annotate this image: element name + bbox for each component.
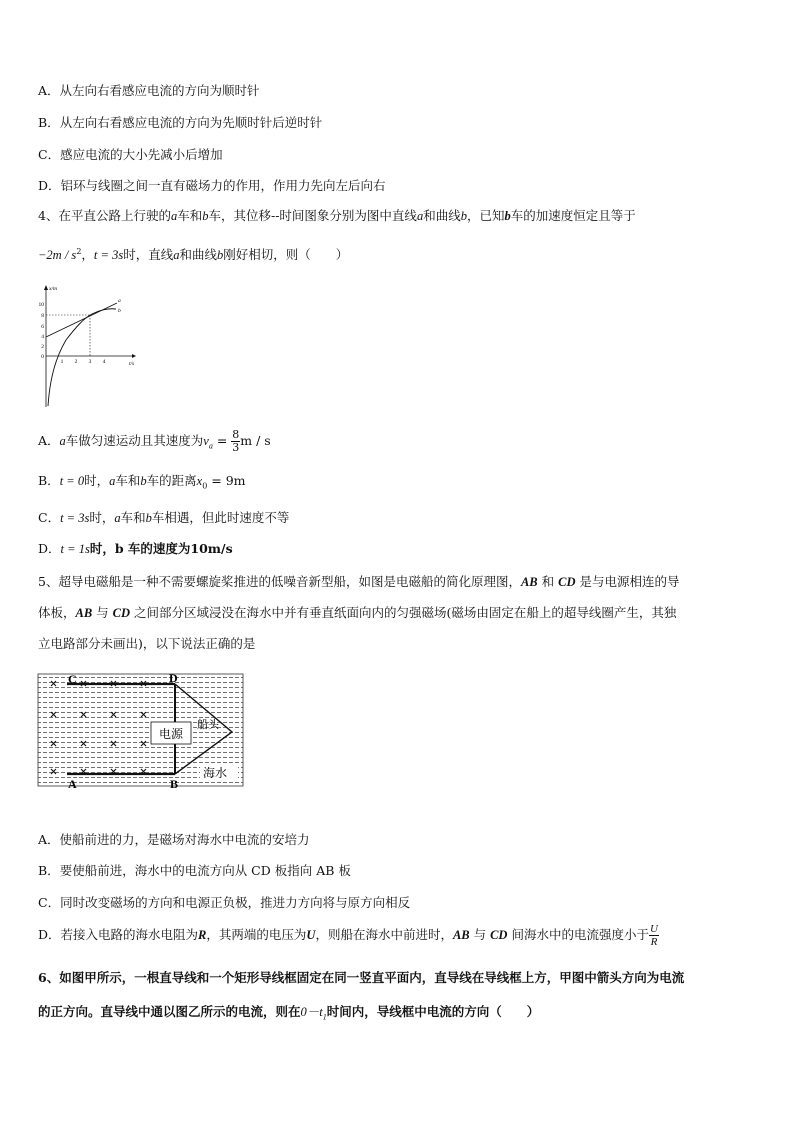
graph-y-tick: 6 [41, 324, 44, 330]
q5-stem-line2: 体板，AB 与 CD 之间部分区域浸没在海水中并有垂直纸面向内的匀强磁场(磁场由固定在船上的超导线圈产生，其独 [38, 605, 677, 620]
q6-stem-line1: 6、如图甲所示，一根直导线和一个矩形导线框固定在同一竖直平面内，直导线在导线框上方，甲图中箭头方向为电流 [38, 970, 685, 985]
q4-option-c: C．t = 3s时，a车和b车相遇，但此时速度不等 [38, 510, 290, 525]
graph-label-b: b [118, 308, 121, 314]
q3-option-b: B．从左向右看感应电流的方向为先顺时针后逆时针 [38, 115, 323, 130]
q4-stem-line2: $-2m / s^2$，t = 3s时，直线a和曲线b刚好相切，则（ ） [38, 247, 349, 263]
q5-stem-line3: 立电路部分未画出)，以下说法正确的是 [38, 636, 256, 651]
graph-label-a: a [118, 298, 121, 304]
q5-option-d: D．若接入电路的海水电阻为R，其两端的电压为U，则船在海水中前进时，AB 与 CD 间海水中的电流强度小于 $\frac{U}{R}$ [38, 923, 658, 948]
q3-option-d: D．铝环与线圈之间一直有磁场力的作用，作用力先向左后向右 [38, 178, 386, 193]
q6-stem-line2: 的正方向。直导线中通以图乙所示的电流，则在$0-t_1$时间内，导线框中电流的方向（ ） [38, 1004, 540, 1022]
q4-xt-graph [32, 282, 142, 412]
graph-x-tick: 1 [60, 359, 64, 365]
graph-y-tick: 2 [41, 344, 44, 350]
q4-option-a: A．a车做匀速运动且其速度为$v_a$ = $\frac{8}{3}$ m / s [38, 428, 271, 454]
q3-option-a: A．从左向右看感应电流的方向为顺时针 [38, 83, 260, 98]
q5-option-b: B．要使船前进，海水中的电流方向从 CD 板指向 AB 板 [38, 863, 351, 878]
graph-y-tick: 10 [38, 302, 44, 308]
plate-label-a: A [68, 777, 77, 791]
graph-y-label: x/m [49, 286, 57, 292]
q4-option-b: B．t = 0时，a车和b车的距离$x_0 = 9m$ [38, 473, 246, 491]
q5-option-a: A．使船前进的力，是磁场对海水中电流的安培力 [38, 832, 310, 847]
q5-option-c: C．同时改变磁场的方向和电源正负极，推进力方向将与原方向相反 [38, 895, 411, 910]
graph-x-tick: 4 [102, 359, 106, 365]
q5-stem-line1: 5、超导电磁船是一种不需要螺旋桨推进的低噪音新型船，如图是电磁船的简化原理图，AB 和 CD 是与电源相连的导 [38, 574, 680, 589]
graph-x-tick: 3 [88, 359, 92, 365]
q4-stem-line1: 4、在平直公路上行驶的a车和b车，其位移--时间图象分别为图中直线a和曲线b，已知b车的加速度恒定且等于 [38, 208, 636, 223]
graph-y-tick: 0 [41, 354, 44, 360]
graph-curve-b [48, 309, 116, 406]
plate-label-d: D [169, 671, 178, 685]
plate-label-b: B [170, 777, 179, 791]
q5-ship-diagram [37, 670, 245, 792]
graph-line-a [46, 303, 117, 337]
graph-x-tick: 2 [74, 359, 78, 365]
power-source-label: 电源 [158, 727, 184, 741]
graph-x-label: t/s [129, 361, 135, 367]
plate-label-c: C [68, 672, 77, 686]
q3-option-c: C．感应电流的大小先减小后增加 [38, 147, 223, 162]
graph-y-tick: 8 [41, 313, 44, 319]
bow-label: 船头 [197, 719, 219, 731]
q4-option-d: D．t = 1s时，b 车的速度为10m/s [38, 541, 233, 556]
graph-y-tick: 4 [41, 334, 44, 340]
seawater-label: 海水 [203, 766, 228, 780]
